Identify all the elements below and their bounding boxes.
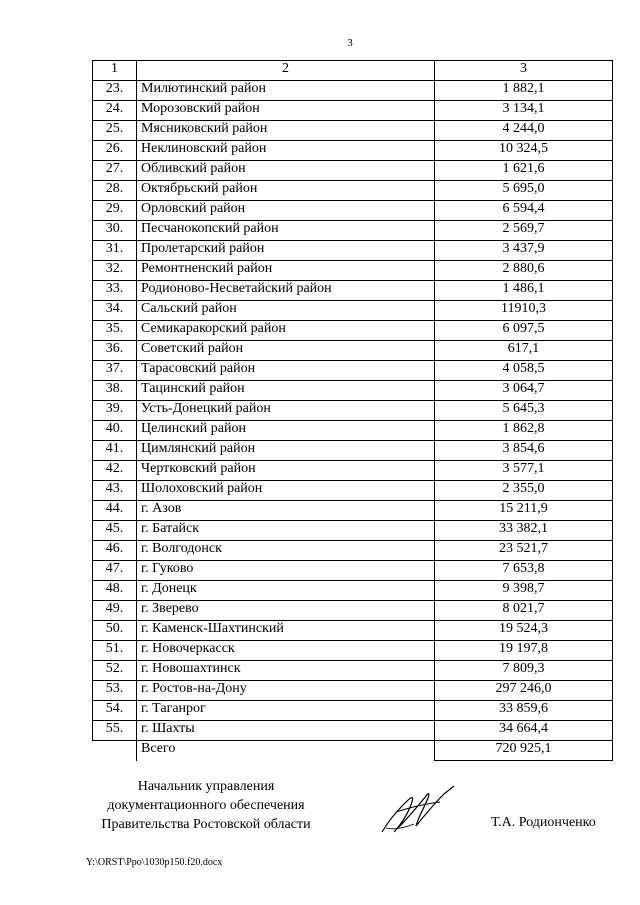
row-number: 37. (93, 361, 137, 381)
row-value: 1 621,6 (435, 161, 613, 181)
row-name: Песчанокопский район (137, 221, 435, 241)
row-name: г. Гуково (137, 561, 435, 581)
row-number: 50. (93, 621, 137, 641)
row-value: 19 197,8 (435, 641, 613, 661)
row-name: Неклиновский район (137, 141, 435, 161)
table-row (93, 181, 613, 201)
row-name: Цимлянский район (137, 441, 435, 461)
row-name: г. Шахты (137, 721, 435, 741)
row-name: г. Ростов-на-Дону (137, 681, 435, 701)
row-value: 5 645,3 (435, 401, 613, 421)
row-value: 297 246,0 (435, 681, 613, 701)
allocation-table (92, 60, 613, 761)
row-value: 15 211,9 (435, 501, 613, 521)
row-value: 6 594,4 (435, 201, 613, 221)
row-number: 38. (93, 381, 137, 401)
row-value: 1 862,8 (435, 421, 613, 441)
signatory-name: Т.А. Родионченко (491, 815, 596, 830)
table-row (93, 321, 613, 341)
row-number: 36. (93, 341, 137, 361)
row-name: Целинский район (137, 421, 435, 441)
table-row (93, 101, 613, 121)
row-number: 26. (93, 141, 137, 161)
total-value: 720 925,1 (435, 741, 613, 761)
row-number: 34. (93, 301, 137, 321)
row-value: 11910,3 (435, 301, 613, 321)
table-row (93, 301, 613, 321)
row-name: Советский район (137, 341, 435, 361)
row-number: 24. (93, 101, 137, 121)
row-name: Усть-Донецкий район (137, 401, 435, 421)
table-row (93, 161, 613, 181)
table-row (93, 701, 613, 721)
row-value: 1 486,1 (435, 281, 613, 301)
row-name: Обливский район (137, 161, 435, 181)
row-number: 46. (93, 541, 137, 561)
table-row (93, 641, 613, 661)
table-row (93, 401, 613, 421)
table-row (93, 661, 613, 681)
table-row (93, 201, 613, 221)
row-name: г. Донецк (137, 581, 435, 601)
table-row (93, 441, 613, 461)
row-number: 29. (93, 201, 137, 221)
row-number: 32. (93, 261, 137, 281)
table-row (93, 81, 613, 101)
row-value: 7 653,8 (435, 561, 613, 581)
row-value: 4 244,0 (435, 121, 613, 141)
row-name: Чертковский район (137, 461, 435, 481)
table-row (93, 281, 613, 301)
file-path: Y:\ORST\Ppo\1030p150.f20.docx (86, 857, 223, 868)
row-number: 44. (93, 501, 137, 521)
row-number: 52. (93, 661, 137, 681)
row-number: 28. (93, 181, 137, 201)
row-number: 49. (93, 601, 137, 621)
row-name: Семикаракорский район (137, 321, 435, 341)
row-name: г. Новошахтинск (137, 661, 435, 681)
row-value: 19 524,3 (435, 621, 613, 641)
header-col-2: 2 (137, 61, 435, 81)
row-value: 34 664,4 (435, 721, 613, 741)
table-row (93, 381, 613, 401)
table-row (93, 561, 613, 581)
row-number: 27. (93, 161, 137, 181)
row-value: 617,1 (435, 341, 613, 361)
row-name: Родионово-Несветайский район (137, 281, 435, 301)
row-number: 42. (93, 461, 137, 481)
row-name: Морозовский район (137, 101, 435, 121)
row-name: Октябрьский район (137, 181, 435, 201)
table-total-row (93, 741, 613, 761)
row-number: 31. (93, 241, 137, 261)
table-row (93, 261, 613, 281)
signature-title-block (90, 777, 322, 834)
row-number: 55. (93, 721, 137, 741)
row-number: 39. (93, 401, 137, 421)
signature-title-line2: документационного обеспечения (107, 798, 305, 813)
row-value: 33 382,1 (435, 521, 613, 541)
table-row (93, 721, 613, 741)
row-value: 2 355,0 (435, 481, 613, 501)
row-value: 9 398,7 (435, 581, 613, 601)
header-col-3: 3 (435, 61, 613, 81)
row-number: 25. (93, 121, 137, 141)
table-row (93, 241, 613, 261)
table-row (93, 581, 613, 601)
row-number: 51. (93, 641, 137, 661)
row-name: Сальский район (137, 301, 435, 321)
row-value: 1 882,1 (435, 81, 613, 101)
row-value: 3 854,6 (435, 441, 613, 461)
table-row (93, 361, 613, 381)
row-number: 33. (93, 281, 137, 301)
row-name: Орловский район (137, 201, 435, 221)
row-value: 7 809,3 (435, 661, 613, 681)
table-row (93, 341, 613, 361)
header-col-1: 1 (93, 61, 137, 81)
row-name: г. Таганрог (137, 701, 435, 721)
row-number: 30. (93, 221, 137, 241)
row-value: 2 880,6 (435, 261, 613, 281)
table-row (93, 121, 613, 141)
row-number: 43. (93, 481, 137, 501)
row-number: 23. (93, 81, 137, 101)
table-row (93, 681, 613, 701)
total-label: Всего (137, 741, 435, 761)
table-row (93, 501, 613, 521)
row-value: 23 521,7 (435, 541, 613, 561)
row-name: г. Каменск-Шахтинский (137, 621, 435, 641)
row-name: г. Азов (137, 501, 435, 521)
row-name: Тарасовский район (137, 361, 435, 381)
row-value: 3 064,7 (435, 381, 613, 401)
row-name: г. Зверево (137, 601, 435, 621)
row-value: 3 437,9 (435, 241, 613, 261)
table-row (93, 461, 613, 481)
row-number: 35. (93, 321, 137, 341)
row-value: 5 695,0 (435, 181, 613, 201)
row-value: 10 324,5 (435, 141, 613, 161)
table-header-row (93, 61, 613, 81)
row-name: Тацинский район (137, 381, 435, 401)
table-row (93, 601, 613, 621)
table-row (93, 521, 613, 541)
signature-title-line3: Правительства Ростовской области (101, 817, 311, 832)
page-number: 3 (347, 37, 353, 49)
row-name: г. Батайск (137, 521, 435, 541)
row-number: 47. (93, 561, 137, 581)
signature-title-line1: Начальник управления (137, 779, 275, 794)
total-empty-cell (93, 741, 137, 761)
table-row (93, 421, 613, 441)
table-row (93, 221, 613, 241)
row-name: г. Новочеркасск (137, 641, 435, 661)
row-name: Мясниковский район (137, 121, 435, 141)
table-row (93, 541, 613, 561)
row-name: Милютинский район (137, 81, 435, 101)
row-number: 40. (93, 421, 137, 441)
row-number: 54. (93, 701, 137, 721)
row-number: 45. (93, 521, 137, 541)
table-row (93, 481, 613, 501)
row-value: 33 859,6 (435, 701, 613, 721)
row-number: 53. (93, 681, 137, 701)
table-row (93, 141, 613, 161)
row-number: 41. (93, 441, 137, 461)
handwritten-signature (374, 782, 464, 842)
row-value: 3 134,1 (435, 101, 613, 121)
row-value: 3 577,1 (435, 461, 613, 481)
row-value: 2 569,7 (435, 221, 613, 241)
row-value: 4 058,5 (435, 361, 613, 381)
row-name: Ремонтненский район (137, 261, 435, 281)
row-name: Шолоховский район (137, 481, 435, 501)
table-row (93, 621, 613, 641)
row-name: г. Волгодонск (137, 541, 435, 561)
row-number: 48. (93, 581, 137, 601)
row-value: 8 021,7 (435, 601, 613, 621)
row-name: Пролетарский район (137, 241, 435, 261)
row-value: 6 097,5 (435, 321, 613, 341)
